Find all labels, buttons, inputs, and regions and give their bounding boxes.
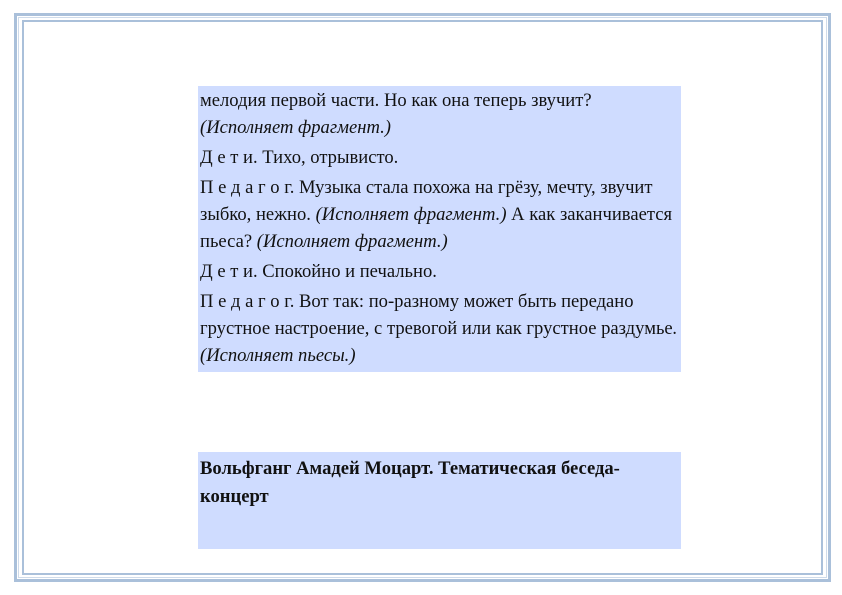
paragraph-3 — [200, 174, 679, 255]
paragraph-5 — [200, 288, 679, 369]
stage-direction: (Исполняет фрагмент.) — [315, 204, 507, 225]
paragraph-text: П е д а г о г. Вот так: по-разному может быть передано грустное настроение, с тревогой или как грустное раздумье — [200, 291, 673, 339]
section-title-box — [198, 452, 681, 549]
paragraph-4 — [200, 258, 679, 285]
section-title: Вольфганг Амадей Моцарт. Тематическая беседа-концерт — [200, 458, 620, 507]
paragraph-1 — [200, 87, 679, 141]
dialogue-text-box — [198, 86, 681, 372]
paragraph-text: А как заканчивается пьеса? — [200, 204, 672, 252]
stage-direction: (Исполняет фрагмент.) — [256, 231, 448, 252]
stage-direction: (Исполняет фрагмент.) — [200, 117, 391, 138]
stage-direction: . (Исполняет пьесы.) — [200, 318, 678, 366]
paragraph-text: мелодия первой части. Но как она теперь звучит? — [200, 90, 592, 111]
paragraph-2 — [200, 144, 679, 171]
paragraph-text: Д е т и. Спокойно и печально. — [200, 261, 437, 282]
paragraph-text: Д е т и. Тихо, отрывисто. — [200, 147, 399, 168]
paragraph-text: П е д а г о г. Музыка стала похожа на грёзу, мечту, звучит зыбко, нежно. — [200, 177, 653, 225]
